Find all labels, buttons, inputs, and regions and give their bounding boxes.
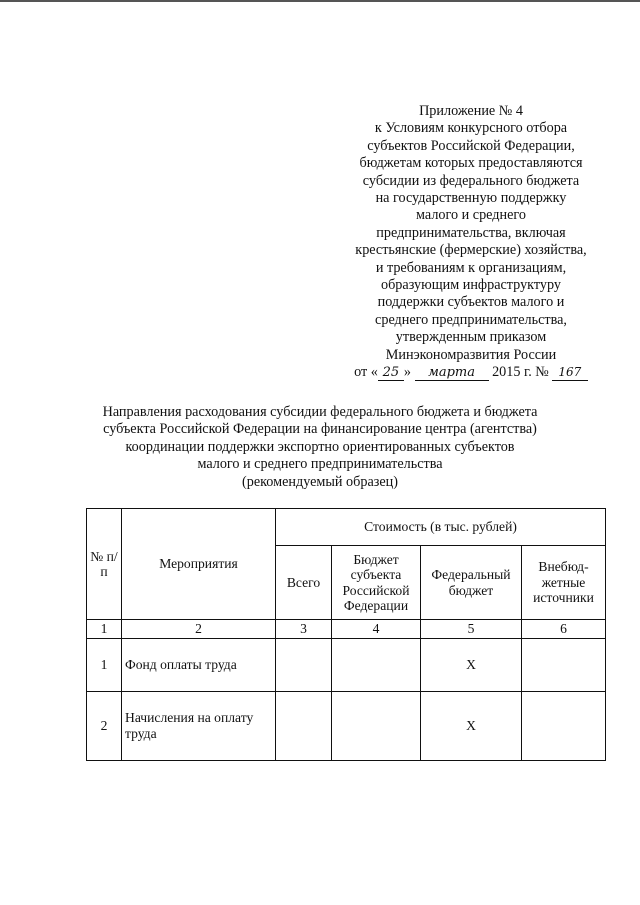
column-number-row	[87, 620, 606, 639]
header-activities: Мероприятия	[122, 509, 276, 620]
handwritten-order-number: 167	[552, 365, 588, 381]
column-number: 5	[421, 620, 522, 639]
row-activity: Фонд оплаты труда	[122, 638, 276, 691]
document-title	[80, 404, 560, 491]
column-number: 1	[87, 620, 122, 639]
date-year: 2015 г. №	[492, 364, 549, 381]
table-row	[87, 638, 606, 691]
header-number: № п/п	[87, 509, 122, 620]
appendix-header	[340, 103, 602, 382]
date-middle: »	[403, 364, 411, 381]
appendix-line: Минэкономразвития России	[385, 346, 557, 363]
row-extra	[522, 638, 606, 691]
appendix-line: поддержки субъектов малого и	[377, 294, 565, 311]
column-number: 2	[122, 620, 276, 639]
row-number: 2	[87, 691, 122, 760]
appendix-line: и требованиям к организациям,	[375, 259, 567, 276]
title-line: субъекта Российской Федерации на финансирование центра (агентства)	[103, 421, 537, 438]
row-number: 1	[87, 638, 122, 691]
appendix-line: предпринимательства, включая	[376, 224, 566, 241]
order-date-line	[340, 364, 602, 381]
date-prefix: от «	[354, 364, 378, 381]
title-line: координации поддержки экспортно ориентированных субъектов	[125, 438, 515, 455]
column-number: 6	[522, 620, 606, 639]
header-extra-budgetary: Внебюд-жетные источники	[522, 546, 606, 620]
appendix-line: среднего предпринимательства,	[375, 311, 567, 328]
appendix-line: крестьянские (фермерские) хозяйства,	[355, 242, 587, 259]
row-activity: Начисления на оплату труда	[122, 691, 276, 760]
row-total	[276, 691, 332, 760]
header-total: Всего	[276, 546, 332, 620]
header-federal-budget: Федеральный бюджет	[421, 546, 522, 620]
title-line: малого и среднего предпринимательства	[197, 456, 443, 473]
appendix-line: малого и среднего	[416, 207, 526, 224]
handwritten-month: марта	[415, 365, 489, 381]
appendix-line: субъектов Российской Федерации,	[367, 137, 575, 154]
column-number: 4	[332, 620, 421, 639]
header-cost: Стоимость (в тыс. рублей)	[276, 509, 606, 546]
appendix-line: Приложение № 4	[419, 103, 523, 119]
title-line: (рекомендуемый образец)	[242, 473, 398, 490]
appendix-line: образующим инфраструктуру	[381, 277, 561, 294]
row-extra	[522, 691, 606, 760]
column-number: 3	[276, 620, 332, 639]
appendix-line: субсидии из федерального бюджета	[362, 172, 580, 189]
appendix-line: к Условиям конкурсного отбора	[374, 120, 568, 137]
row-federal: X	[421, 691, 522, 760]
row-regional	[332, 691, 421, 760]
header-regional-budget: Бюджет субъекта Российской Федерации	[332, 546, 421, 620]
appendix-line: утвержденным приказом	[395, 329, 547, 346]
appendix-line: на государственную поддержку	[375, 190, 567, 207]
appendix-line: бюджетам которых предоставляются	[359, 155, 583, 172]
table-row	[87, 691, 606, 760]
scan-edge-line	[0, 0, 640, 2]
title-line: Направления расходования субсидии федерального бюджета и бюджета	[102, 404, 538, 420]
expenditure-table	[86, 508, 606, 761]
table-header-row	[87, 509, 606, 546]
handwritten-day: 25	[378, 365, 404, 381]
row-total	[276, 638, 332, 691]
row-federal: X	[421, 638, 522, 691]
row-regional	[332, 638, 421, 691]
